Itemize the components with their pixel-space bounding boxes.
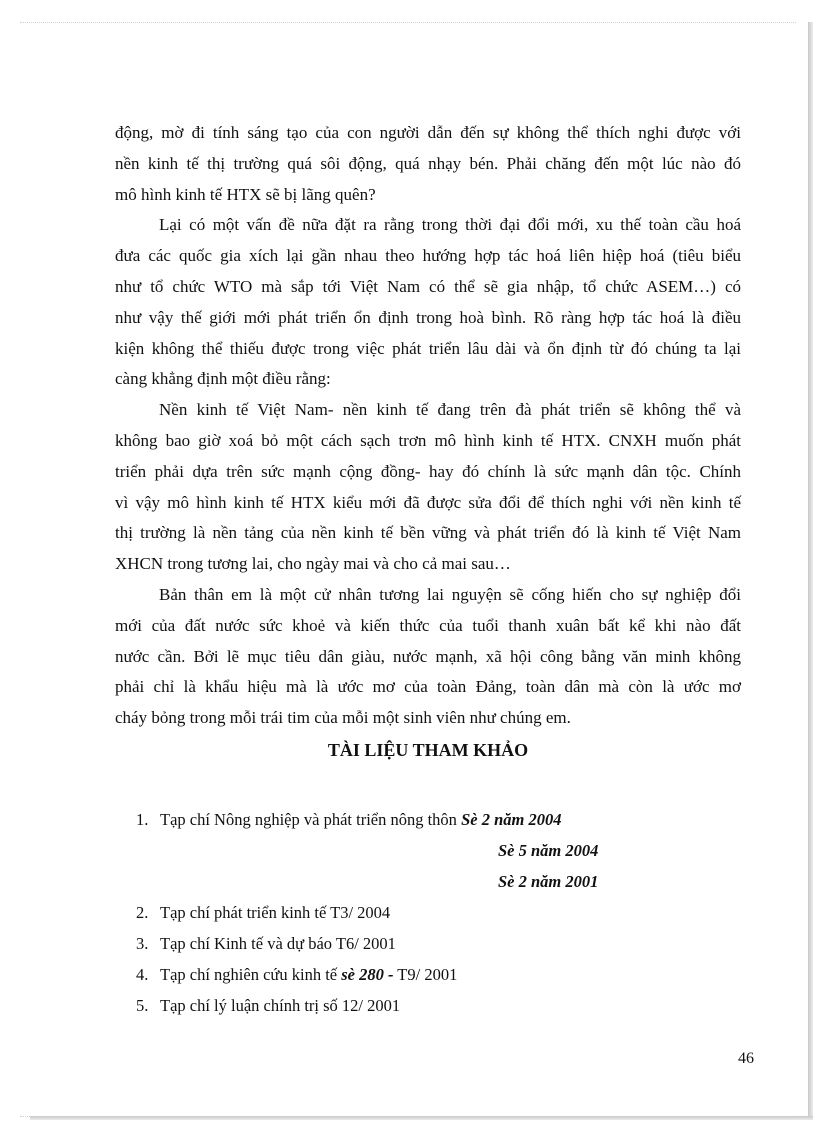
body-line: vì vậy mô hình kinh tế HTX kiểu mới đã được sửa đổi để thích nghi với nền kinh tế: [115, 492, 741, 512]
reference-item: [136, 897, 656, 928]
body-line: XHCN trong tương lai, cho ngày mai và cho cả mai sau…: [115, 554, 511, 574]
reference-date: T9/ 2001: [393, 965, 458, 984]
reference-item: [136, 928, 656, 959]
reference-item: [136, 835, 656, 866]
page-number: 46: [738, 1050, 754, 1067]
body-line: phải chỉ là khẩu hiệu mà là ước mơ của toàn Đảng, toàn dân mà còn là ước mơ: [115, 677, 741, 697]
body-line: động, mờ đi tính sáng tạo của con người dẫn đến sự không thể thích nghi được với: [115, 123, 741, 142]
reference-number: 2.: [136, 903, 149, 922]
references-heading: TÀI LIỆU THAM KHẢO: [327, 740, 529, 760]
body-line: càng khẳng định một điều rằng:: [115, 369, 331, 389]
body-line: như vậy thế giới mới phát triển ổn định trong hoà bình. Rõ ràng hợp tác hoá là điều: [115, 307, 741, 327]
reference-item: [136, 990, 656, 1021]
body-line: Lại có một vấn đề nữa đặt ra rằng trong thời đại đổi mới, xu thế toàn cầu hoá: [159, 215, 741, 235]
body-line: kiện không thể thiếu được trong việc phát triển lâu dài và ổn định từ đó chúng ta lại: [115, 338, 741, 358]
reference-text: Tạp chí Kinh tế và dự báo T6/ 2001: [160, 934, 396, 953]
body-line: mô hình kinh tế HTX sẽ bị lãng quên?: [115, 184, 376, 204]
body-line: nước cần. Bởi lẽ mục tiêu dân giàu, nước mạnh, xã hội công bằng văn minh không: [115, 646, 741, 666]
reference-text: Tạp chí Nông nghiệp và phát triển nông thôn: [160, 810, 462, 829]
body-line: Nền kinh tế Việt Nam- nền kinh tế đang trên đà phát triển sẽ không thể và: [159, 400, 741, 420]
reference-number: 3.: [136, 934, 149, 953]
reference-text: Tạp chí nghiên cứu kinh tế: [160, 965, 342, 984]
body-line: cháy bỏng trong mỗi trái tim của mỗi một sinh viên như chúng em.: [115, 708, 571, 728]
body-text: [115, 118, 741, 734]
page-frame-bottom: [20, 1116, 796, 1117]
body-line: triển phải dựa trên sức mạnh cộng đồng- hay đó chính là sức mạnh dân tộc. Chính: [115, 461, 741, 481]
reference-issue: Sè 5 năm 2004: [498, 841, 599, 860]
reference-item: [136, 866, 656, 897]
body-line: nền kinh tế thị trường quá sôi động, quá nhạy bén. Phải chăng đến một lúc nào đó: [115, 153, 741, 173]
reference-issue: sè 280 -: [341, 965, 394, 984]
reference-item: [136, 959, 656, 990]
body-line: mới của đất nước sức khoẻ và kiến thức của tuổi thanh xuân bất kể khi nào đất: [115, 615, 741, 635]
body-line: thị trường là nền tảng của nền kinh tế bền vững và phát triển đó là kinh tế Việt Nam: [115, 523, 741, 543]
reference-issue: Sè 2 năm 2004: [461, 810, 562, 829]
reference-number: 1.: [136, 810, 149, 829]
reference-item: [136, 804, 656, 835]
reference-text: Tạp chí phát triển kinh tế T3/ 2004: [160, 903, 391, 922]
body-line: như tổ chức WTO mà sắp tới Việt Nam có thể sẽ gia nhập, tổ chức ASEM…) có: [115, 276, 741, 296]
body-line: không bao giờ xoá bỏ một cách sạch trơn mô hình kinh tế HTX. CNXH muốn phát: [115, 430, 741, 450]
body-line: đưa các quốc gia xích lại gần nhau theo hướng hợp tác hoá liên hiệp hoá (tiêu biểu: [115, 246, 741, 266]
reference-text: Tạp chí lý luận chính trị số 12/ 2001: [160, 996, 401, 1015]
reference-list: [136, 804, 656, 1021]
reference-issue: Sè 2 năm 2001: [498, 872, 599, 891]
page-frame-top: [20, 22, 796, 23]
reference-number: 4.: [136, 965, 149, 984]
reference-number: 5.: [136, 996, 149, 1015]
body-line: Bản thân em là một cử nhân tương lai nguyện sẽ cống hiến cho sự nghiệp đổi: [159, 584, 741, 604]
page-shadow-right: [808, 22, 813, 1116]
